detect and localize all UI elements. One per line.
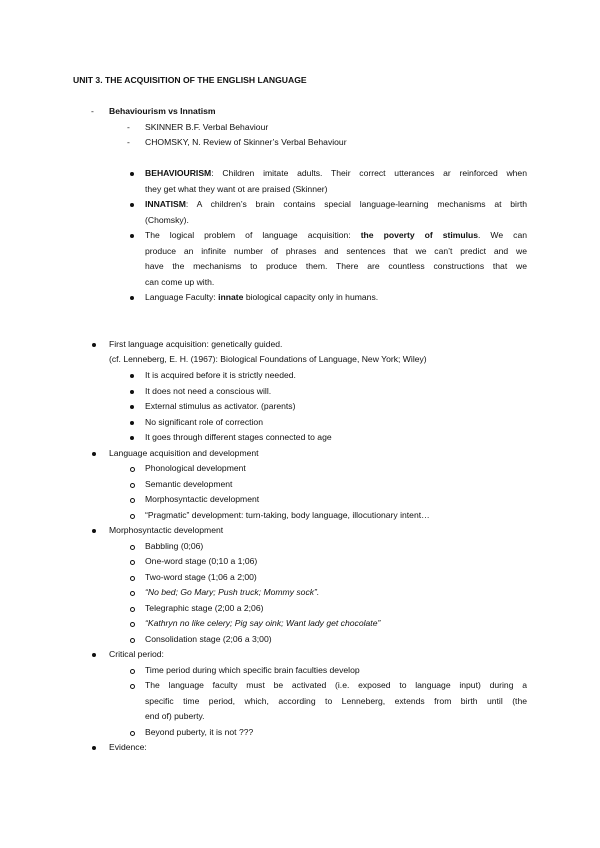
bullet-dot <box>130 203 134 207</box>
list-item: It is acquired before it is strictly needed. <box>145 370 296 380</box>
circle-bullet <box>130 545 135 550</box>
page-title: UNIT 3. THE ACQUISITION OF THE ENGLISH LANGUAGE <box>73 75 307 85</box>
critical-line2: specific time period, which, according to Lenneberg, extends from birth until (the <box>145 695 527 706</box>
stage-item: Consolidation stage (2;06 a 3;00) <box>145 634 272 644</box>
section-heading: Behaviourism vs Innatism <box>109 106 216 116</box>
logical-problem-line2: produce an infinite number of phrases and sentences that we can’t predict and we <box>145 245 527 256</box>
circle-bullet <box>130 591 135 596</box>
behaviourism-term: BEHAVIOURISM <box>145 168 212 178</box>
critical-period-paragraph <box>145 678 527 725</box>
logical-problem-paragraph <box>145 228 527 290</box>
circle-bullet <box>130 576 135 581</box>
behaviourism-paragraph <box>145 166 527 197</box>
innate-term: innate <box>218 292 244 302</box>
list-item: Morphosyntactic development <box>145 494 260 504</box>
circle-bullet <box>130 560 135 565</box>
list-item: It does not need a conscious will. <box>145 386 272 396</box>
circle-bullet <box>130 622 135 627</box>
circle-bullet <box>130 669 135 674</box>
innatism-text-line2: (Chomsky). <box>145 214 189 225</box>
language-faculty-line <box>145 290 378 306</box>
critical-line1: The language faculty must be activated (i.e. exposed to language input) during a <box>145 680 527 690</box>
list-item: External stimulus as activator. (parents) <box>145 401 296 411</box>
reference-item: SKINNER B.F. Verbal Behaviour <box>145 122 269 132</box>
circle-bullet <box>130 607 135 612</box>
dash-bullet: - <box>91 106 94 116</box>
reference-item: CHOMSKY, N. Review of Skinner’s Verbal Behaviour <box>145 137 347 147</box>
critical-line3: end of) puberty. <box>145 711 205 722</box>
morphosyntactic-heading: Morphosyntactic development <box>109 525 224 535</box>
dash-bullet: - <box>127 122 130 132</box>
logical-problem-text: . We can <box>478 230 527 240</box>
stage-item: Babbling (0;06) <box>145 541 204 551</box>
bullet-dot <box>92 529 96 533</box>
list-item: Beyond puberty, it is not ??? <box>145 727 254 737</box>
logical-problem-line3: have the mechanisms to produce them. There are countless constructions that we <box>145 261 527 272</box>
bullet-dot <box>130 172 134 176</box>
bullet-dot <box>130 436 134 440</box>
bullet-dot <box>92 452 96 456</box>
list-item: “Pragmatic” development: turn-taking, body language, illocutionary intent… <box>145 510 430 520</box>
list-item: Phonological development <box>145 463 246 473</box>
bullet-dot <box>130 374 134 378</box>
bullet-dot <box>130 390 134 394</box>
stage-item: One-word stage (0;10 a 1;06) <box>145 556 258 566</box>
circle-bullet <box>130 483 135 488</box>
list-item: It goes through different stages connected to age <box>145 432 332 442</box>
example-utterance: “No bed; Go Mary; Push truck; Mommy sock”. <box>145 587 320 597</box>
language-faculty-label: Language Faculty: <box>145 292 216 302</box>
critical-period-heading: Critical period: <box>109 649 164 659</box>
list-item: Semantic development <box>145 479 233 489</box>
innatism-term: INNATISM <box>145 199 186 209</box>
circle-bullet <box>130 514 135 519</box>
language-development-heading: Language acquisition and development <box>109 448 259 458</box>
language-faculty-text: biological capacity only in humans. <box>245 292 379 302</box>
innatism-text: : A children’s brain contains special language-learning mechanisms at birth <box>185 199 527 209</box>
circle-bullet <box>130 731 135 736</box>
poverty-of-stimulus-term: the poverty of stimulus <box>360 230 479 240</box>
bullet-dot <box>92 746 96 750</box>
bullet-dot <box>92 653 96 657</box>
stage-item: Two-word stage (1;06 a 2;00) <box>145 572 257 582</box>
lenneberg-citation: (cf. Lenneberg, E. H. (1967): Biological Foundations of Language, New York; Wiley) <box>109 354 427 364</box>
behaviourism-text-line2: they get what they want ot are praised (Skinner) <box>145 183 328 194</box>
behaviourism-text: : Children imitate adults. Their correct utterances ar reinforced when <box>211 168 527 178</box>
stage-item: Telegraphic stage (2;00 a 2;06) <box>145 603 264 613</box>
first-language-acquisition: First language acquisition: genetically guided. <box>109 339 283 349</box>
logical-problem-line4: can come up with. <box>145 276 215 287</box>
bullet-dot <box>130 421 134 425</box>
bullet-dot <box>130 405 134 409</box>
circle-bullet <box>130 498 135 503</box>
logical-problem-text: The logical problem of language acquisition: <box>145 230 351 240</box>
bullet-dot <box>130 296 134 300</box>
list-item: Time period during which specific brain faculties develop <box>145 665 360 675</box>
circle-bullet <box>130 467 135 472</box>
example-utterance: “Kathryn no like celery; Pig say oink; Want lady get chocolate” <box>145 618 381 628</box>
bullet-dot <box>92 343 96 347</box>
innatism-paragraph <box>145 197 527 228</box>
circle-bullet <box>130 638 135 643</box>
list-item: No significant role of correction <box>145 417 263 427</box>
circle-bullet <box>130 684 135 689</box>
dash-bullet: - <box>127 137 130 147</box>
bullet-dot <box>130 234 134 238</box>
evidence-heading: Evidence: <box>109 742 147 752</box>
